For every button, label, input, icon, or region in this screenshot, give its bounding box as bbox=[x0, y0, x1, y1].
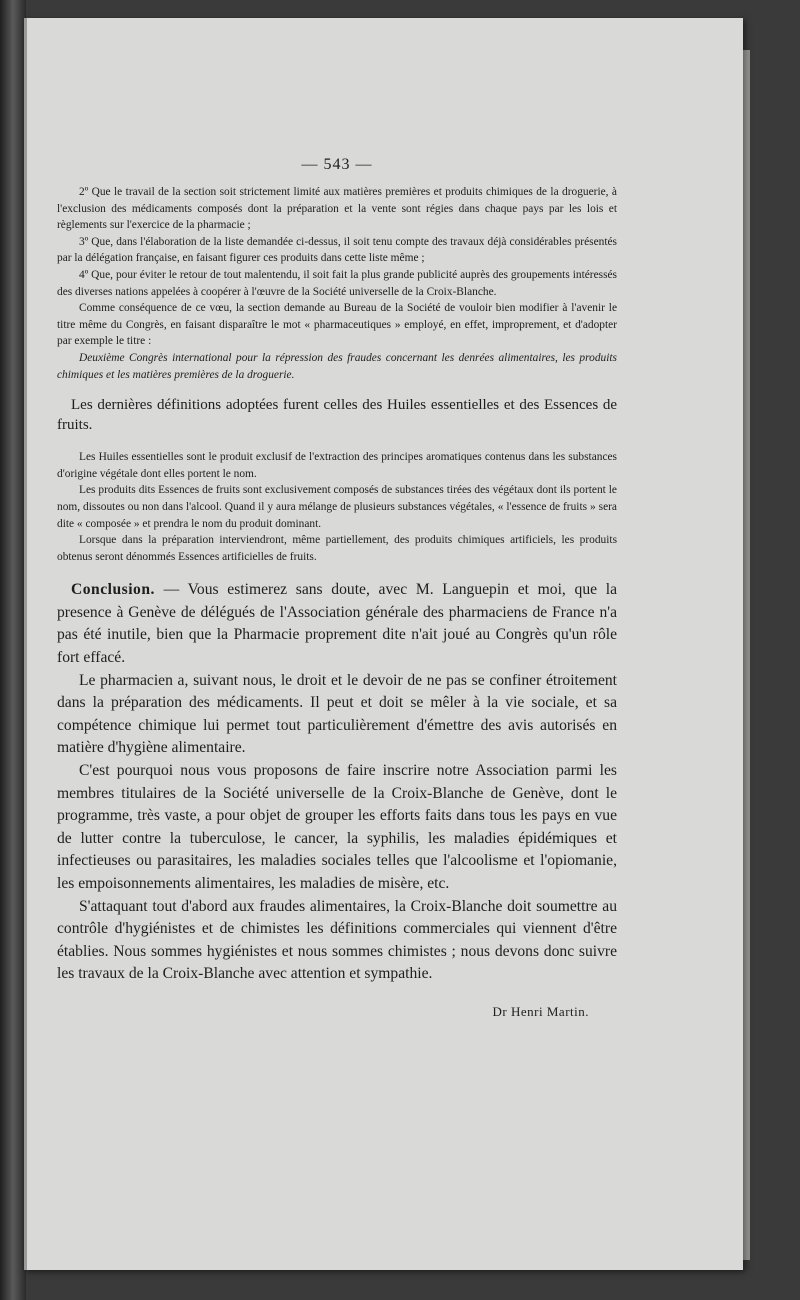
list-item-3: 3º Que, dans l'élaboration de la liste demandée ci-dessus, il soit tenu compte des travaux déjà considérables présentés par la délégation française, en faisant figurer ces produits dans cette liste même ; bbox=[57, 235, 617, 265]
conclusion-section bbox=[57, 579, 617, 986]
book-page bbox=[24, 18, 743, 1270]
page-number: — 543 — bbox=[301, 156, 373, 173]
conclusion-paragraph-1 bbox=[57, 579, 617, 669]
proposed-title bbox=[57, 350, 617, 383]
definition-artificielles: Lorsque dans la préparation interviendront, même partiellement, des produits chimiques artificiels, les produits obtenus seront dénommés Essences artificielles de fruits. bbox=[57, 534, 617, 563]
page-content bbox=[57, 156, 617, 1020]
book-spine bbox=[0, 0, 26, 1300]
conclusion-text-1: — Vous estimerez sans doute, avec M. Languepin et moi, que la presence à Genève de délégués de l'Association générale des pharmaciens de France n'a pas été inutile, bien que la Pharmacie proprement dite n'ait joué au Congrès qu'un rôle fort effacé. bbox=[57, 581, 617, 667]
conclusion-paragraph-4: S'attaquant tout d'abord aux fraudes alimentaires, la Croix-Blanche doit soumettre au contrôle d'hygiénistes et de chimistes les définitions commerciales qui viennent d'être établies. Nous sommes hygiénistes et nous sommes chimistes ; nous devons donc suivre les travaux de la Croix-Blanche avec attention et sympathie. bbox=[57, 897, 617, 983]
definition-huiles: Les Huiles essentielles sont le produit exclusif de l'extraction des principes aromatiques contenus dans les substances d'origine végétale dont elles portent le nom. bbox=[57, 451, 617, 480]
conclusion-paragraph-3: C'est pourquoi nous vous proposons de faire inscrire notre Association parmi les membres titulaires de la Société universelle de la Croix-Blanche de Genève, dont le programme, très vaste, a pour objet de grouper les efforts faits dans tous les pays en vue de lutter contre la tuberculose, le cancer, la syphilis, les maladies épidémiques et infectieuses ou parasitaires, les maladies sociales telles que l'alcoolisme et l'opiomanie, les empoisonnements alimentaires, les maladies de misère, etc. bbox=[57, 762, 617, 892]
consequence-paragraph: Comme conséquence de ce vœu, la section demande au Bureau de la Société de vouloir bien modifier à l'avenir le titre même du Congrès, en faisant disparaître le mot « pharmaceutiques » employé, en effet, improprement, et d'adopter par exemple le titre : bbox=[57, 302, 617, 348]
list-item-2: 2º Que le travail de la section soit strictement limité aux matières premières et produits chimiques de la droguerie, à l'exclusion des médicaments composés dont la préparation et la vente sont régies dans chaque pays par les lois et règlements sur l'exercice de la pharmacie ; bbox=[57, 186, 617, 232]
definition-essences: Les produits dits Essences de fruits sont exclusivement composés de substances tirées des végétaux dont ils portent le nom, dissoutes ou non dans l'alcool. Quand il y aura mélange de plusieurs substances végétales, « l'essence de fruits » sera dite « composée » et prendra le nom du produit dominant. bbox=[57, 484, 617, 530]
definitions-intro-block bbox=[57, 395, 617, 435]
definitions-block bbox=[57, 449, 617, 565]
conclusion-heading: Conclusion. bbox=[71, 581, 155, 599]
proposed-title-text: Deuxième Congrès international pour la répression des fraudes concernant les denrées alimentaires, les produits chimiques et les matières premières de la droguerie. bbox=[57, 351, 617, 381]
signature: Dr Henri Martin. bbox=[492, 1003, 589, 1019]
list-item-4: 4º Que, pour éviter le retour de tout malentendu, il soit fait la plus grande publicité auprès des groupements intéressés des diverses nations appelées à coopérer à l'œuvre de la Société universelle de la Croix-Blanche. bbox=[57, 268, 617, 298]
resolution-list bbox=[57, 184, 617, 383]
conclusion-paragraph-2: Le pharmacien a, suivant nous, le droit et le devoir de ne pas se confiner étroitement dans la préparation des médicaments. Il peut et doit se mêler à la vie sociale, et sa compétence chimique lui permet tout particulièrement d'émettre des avis autorisés en matière d'hygiène alimentaire. bbox=[57, 671, 617, 757]
definitions-intro: Les dernières définitions adoptées furent celles des Huiles essentielles et des Essences de fruits. bbox=[57, 397, 617, 434]
